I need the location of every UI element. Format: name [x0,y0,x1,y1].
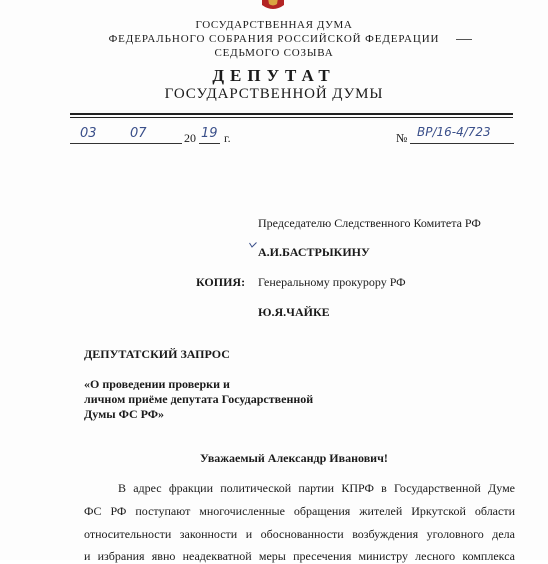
date-month: 07 [130,126,147,141]
request-subject-line: Думы ФС РФ» [84,407,165,421]
copy-name: Ю.Я.ЧАЙКЕ [258,305,330,319]
date-year-suffix: 19 [201,126,218,141]
body-paragraph-line: ФС РФ поступают многочисленные обращения жителей Иркутской области [84,504,515,518]
addressee-position: Председателю Следственного Комитета РФ [258,216,481,230]
date-day: 03 [80,126,97,141]
header-rule-thin [70,117,513,118]
header-deputy: ДЕПУТАТ [212,66,336,85]
year-unit: г. [224,131,231,145]
stray-scan-mark [456,39,472,40]
body-paragraph-line: и избрания явно неадекватной меры пресечения министру лесного комплекса [84,549,515,563]
request-subject-line: «О проведении проверки и [84,377,230,391]
header-federal-assembly: ФЕДЕРАЛЬНОГО СОБРАНИЯ РОССИЙСКОЙ ФЕДЕРАЦИИ [108,33,440,45]
request-title: ДЕПУТАТСКИЙ ЗАПРОС [84,347,230,361]
document-number: ВР/16-4/723 [417,125,491,139]
body-paragraph-line: В адрес фракции политической партии КПРФ в Государственной Думе [118,481,515,495]
body-paragraph-line: относительности законности и обоснованности возбуждения уголовного дела [84,527,515,541]
state-emblem-icon [258,0,288,12]
salutation: Уважаемый Александр Иванович! [200,451,388,465]
addressee-name: А.И.БАСТРЫКИНУ [258,245,370,259]
request-subject-line: личном приёме депутата Государственной [84,392,314,406]
header-duma: ГОСУДАРСТВЕННАЯ ДУМА [195,19,353,31]
header-convocation: СЕДЬМОГО СОЗЫВА [214,47,334,59]
year-prefix: 20 [184,131,196,145]
copy-label: КОПИЯ: [196,275,246,289]
copy-position: Генеральному прокурору РФ [258,275,406,289]
header-rule-thick [70,113,513,115]
number-label: № [396,131,408,145]
header-of-duma: ГОСУДАРСТВЕННОЙ ДУМЫ [164,86,384,102]
check-tick-icon [249,242,257,248]
